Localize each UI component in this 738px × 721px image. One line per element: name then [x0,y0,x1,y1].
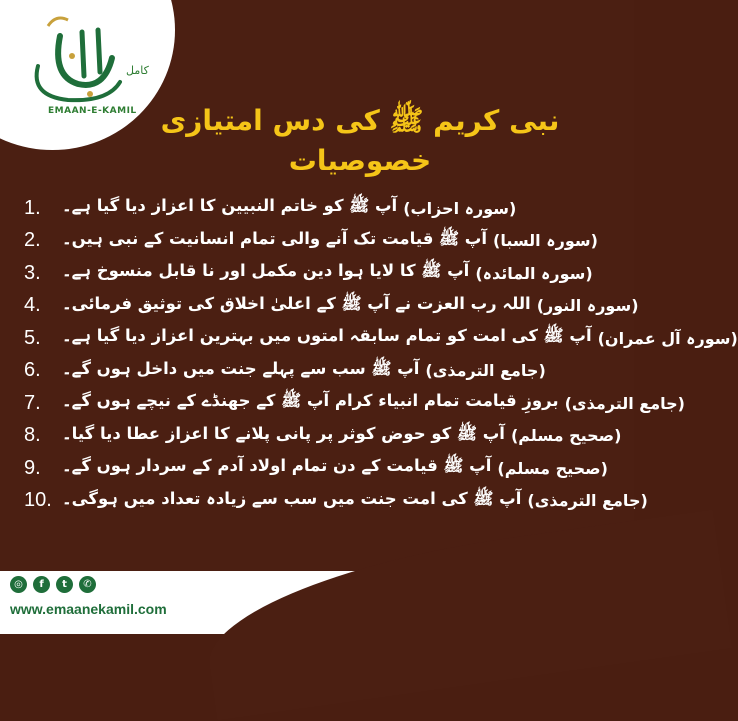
item-text: آپ ﷺ کو خاتم النبیین کا اعزاز دیا گیا ہے۔ [62,196,398,216]
list-item [24,420,622,453]
website-link[interactable]: www.emaanekamil.com [10,601,167,617]
item-reference: (سورہ النور) [536,296,639,316]
item-number: 1. [24,196,41,219]
logo-calligraphy-icon [8,6,148,116]
list-item [24,257,614,290]
item-reference: (سورہ آل عمران) [597,328,738,348]
list-item [24,192,614,225]
list-item [24,452,614,485]
item-number: 4. [24,294,41,317]
features-list [24,192,738,517]
footer-curve [198,509,732,720]
item-reference: (جامع الترمذی) [564,393,685,413]
list-item [24,387,685,420]
item-text: آپ ﷺ کی امت کو تمام سابقہ امتوں میں بہترین اعزاز دیا گیا ہے۔ [62,326,592,346]
item-number: 2. [24,229,41,252]
list-item [24,485,648,518]
social-icons [10,576,96,593]
logo [8,6,148,126]
item-reference: (سورہ المائدہ) [475,263,593,283]
list-item [24,355,614,388]
twitter-icon[interactable]: t [56,576,73,593]
item-reference: (سورہ احزاب) [403,198,517,218]
item-text: بروزِ قیامت تمام انبیاء کرام آپ ﷺ کے جھنڈے کے نیچے ہوں گے۔ [62,391,559,411]
item-text: آپ ﷺ سب سے پہلے جنت میں داخل ہوں گے۔ [62,358,420,378]
item-text: آپ ﷺ کی امت جنت میں سب سے زیادہ تعداد میں ہوگی۔ [62,488,522,508]
logo-brand-text: EMAAN-E-KAMIL [48,106,137,116]
facebook-icon[interactable]: f [33,576,50,593]
item-number: 6. [24,359,41,382]
item-number: 9. [24,456,41,479]
whatsapp-icon[interactable]: ✆ [79,576,96,593]
item-number: 7. [24,391,41,414]
item-number: 10. [24,489,52,512]
page-title: نبی کریم ﷺ کی دس امتیازی خصوصیات [160,104,560,177]
list-item [24,225,614,258]
item-number: 8. [24,424,41,447]
item-text: آپ ﷺ قیامت تک آنے والی تمام انسانیت کے نبی ہیں۔ [62,228,488,248]
item-number: 3. [24,261,41,284]
item-reference: (سورہ السبا) [493,231,598,251]
list-item [24,290,639,323]
item-number: 5. [24,326,41,349]
item-reference: (صحیح مسلم) [497,458,608,478]
item-text: آپ ﷺ کا لایا ہوا دین مکمل اور نا قابل منسوخ ہے۔ [62,261,470,281]
item-reference: (جامع الترمذی) [527,491,648,511]
instagram-icon[interactable]: ◎ [10,576,27,593]
logo-side-text: کامل [126,64,149,77]
item-text: اللہ رب العزت نے آپ ﷺ کے اعلیٰ اخلاق کی توثیق فرمائی۔ [62,293,531,313]
list-item [24,322,738,355]
item-reference: (جامع الترمذی) [425,361,546,381]
item-reference: (صحیح مسلم) [510,426,622,446]
item-text: آپ ﷺ قیامت کے دن تمام اولاد آدم کے سردار ہوں گے۔ [62,456,492,476]
item-text: آپ ﷺ کو حوض کوثر پر پانی پلانے کا اعزاز عطا دیا گیا۔ [62,423,505,443]
